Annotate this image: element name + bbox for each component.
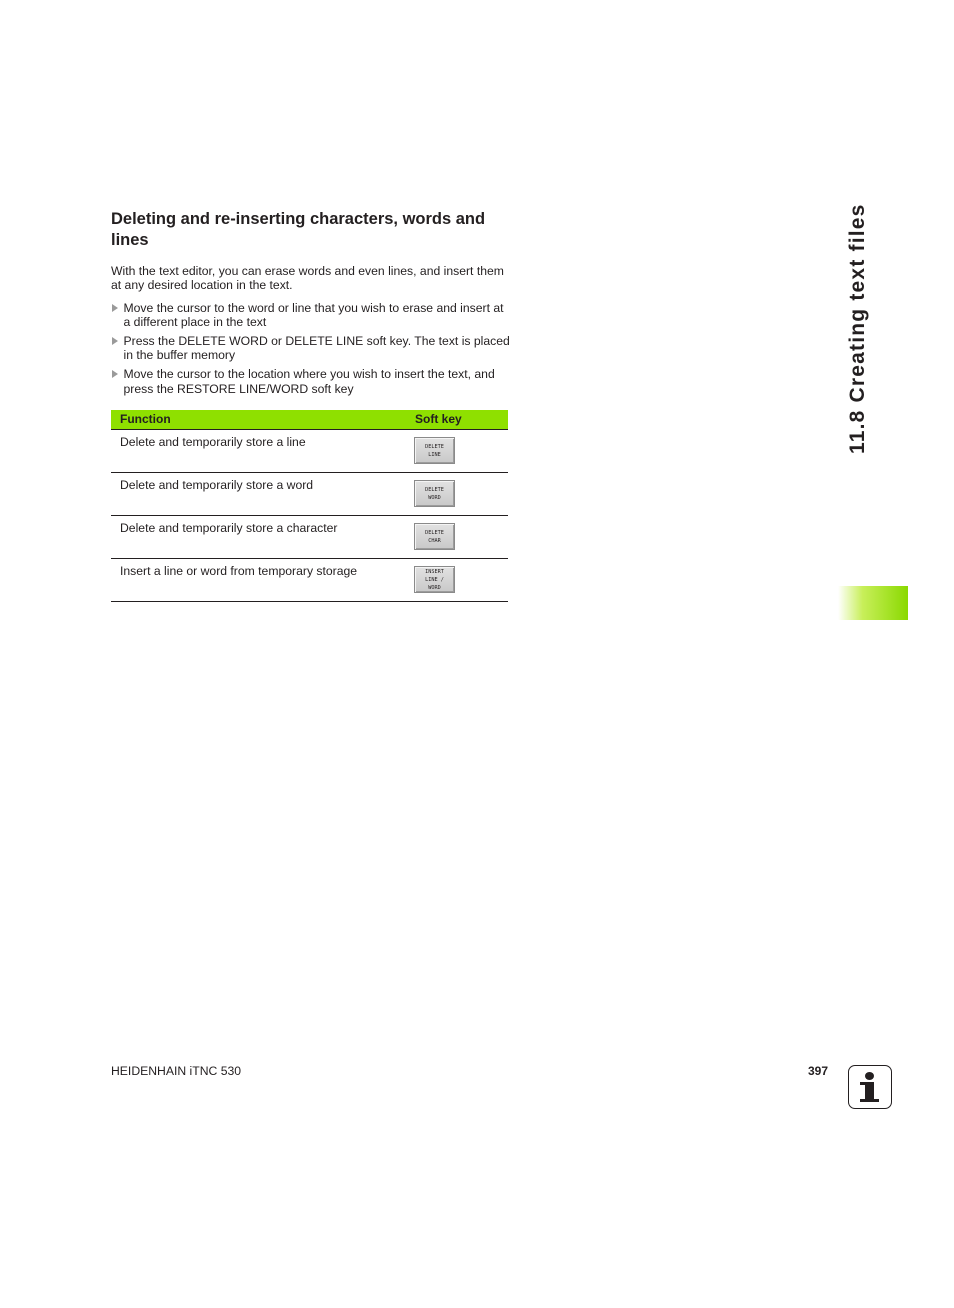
section-heading: Deleting and re-inserting characters, words and lines <box>111 210 486 249</box>
function-cell: Delete and temporarily store a word <box>120 478 314 492</box>
step-item <box>111 334 511 362</box>
triangle-bullet-icon <box>112 370 118 378</box>
step-text: Move the cursor to the word or line that you wish to erase and insert at a different place in the text <box>123 301 504 330</box>
function-cell: Delete and temporarily store a line <box>120 435 306 449</box>
delete-line-softkey-icon: DELETE LINE <box>414 437 455 464</box>
step-text: Move the cursor to the location where you wish to insert the text, and press the RESTORE LINE/WORD soft key <box>123 367 495 396</box>
function-cell: Delete and temporarily store a character <box>120 521 338 535</box>
chapter-tab-marker <box>838 586 908 620</box>
table-row <box>111 473 508 516</box>
delete-word-softkey-icon: DELETE WORD <box>414 480 455 507</box>
info-icon <box>848 1065 892 1109</box>
softkey-table <box>111 410 508 602</box>
table-header <box>111 410 508 430</box>
insert-line-word-softkey-icon: INSERT LINE / WORD <box>414 566 455 593</box>
intro-paragraph: With the text editor, you can erase words and even lines, and insert them at any desired location in the text. <box>111 264 504 293</box>
table-row <box>111 516 508 559</box>
step-list <box>111 301 511 401</box>
step-item <box>111 367 511 395</box>
delete-char-softkey-icon: DELETE CHAR <box>414 523 455 550</box>
triangle-bullet-icon <box>112 304 118 312</box>
chapter-side-title: 11.8 Creating text files <box>846 203 869 454</box>
triangle-bullet-icon <box>112 337 118 345</box>
table-row <box>111 430 508 473</box>
header-soft-key: Soft key <box>415 412 462 426</box>
page-number: 397 <box>808 1064 829 1078</box>
function-cell: Insert a line or word from temporary storage <box>120 564 358 578</box>
step-text: Press the DELETE WORD or DELETE LINE soft key. The text is placed in the buffer memory <box>123 334 510 363</box>
header-function: Function <box>120 412 171 426</box>
step-item <box>111 301 511 329</box>
footer-product: HEIDENHAIN iTNC 530 <box>111 1064 242 1078</box>
table-row <box>111 559 508 602</box>
